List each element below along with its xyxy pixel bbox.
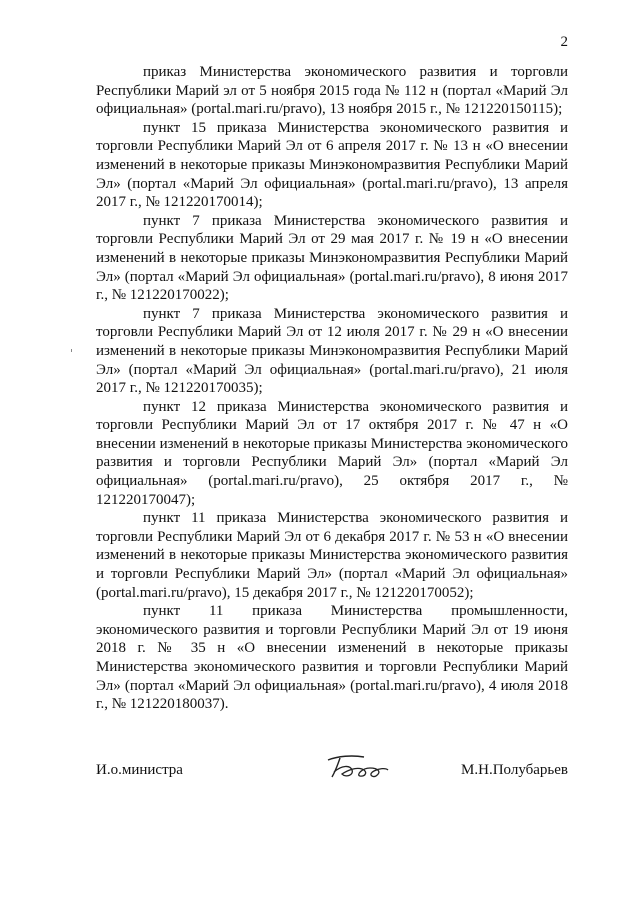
- list-item: пункт 7 приказа Министерства экономического развития и торговли Республики Марий Эл от 12 июля 2017 г. № 29 н «О внесении изменений в некоторые приказы Минэкономразвития Республики Марий Эл» (портал «Марий Эл официальная» (portal.mari.ru/pravo), 21 июля 2017 г., № 121220170035);: [96, 305, 568, 397]
- list-item: пункт 7 приказа Министерства экономического развития и торговли Республики Марий Эл от 29 мая 2017 г. № 19 н «О внесении изменений в некоторые приказы Минэкономразвития Республики Марий Эл» (портал «Марий Эл официальная» (portal.mari.ru/pravo), 8 июня 2017 г., № 121220170022);: [96, 212, 568, 304]
- list-item: пункт 11 приказа Министерства промышленности, экономического развития и торговли Республики Марий Эл от 19 июня 2018 г. № 35 н «О внесении изменений в некоторые приказы Министерства экономического развития и торговли Республики Марий Эл» (портал «Марий Эл официальная» (portal.mari.ru/pravo), 4 июля 2018 г., № 121220180037).: [96, 603, 568, 713]
- list-item: пункт 12 приказа Министерства экономического развития и торговли Республики Марий Эл от 17 октября 2017 г. № 47 н «О внесении изменений в некоторые приказы Министерства экономического развития и торговли Республики Марий Эл» (портал «Марий Эл официальная» (portal.mari.ru/pravo), 25 октября 2017 г., № 121220170047);: [96, 398, 568, 508]
- list-item: пункт 11 приказа Министерства экономического развития и торговли Республики Марий Эл от 6 декабря 2017 г. № 53 н «О внесении изменений в некоторые приказы Министерства экономического развития и торговли Республики Марий Эл» (портал «Марий Эл официальная» (portal.mari.ru/pravo), 15 декабря 2017 г., № 121220170052);: [96, 510, 568, 601]
- signatory-title: И.о.министра: [96, 762, 183, 778]
- handwritten-signature: [322, 750, 392, 782]
- page-number: 2: [560, 34, 568, 50]
- signature-block: [96, 762, 568, 792]
- document-body: [96, 63, 568, 714]
- scan-mark: [71, 349, 72, 352]
- list-item: приказ Министерства экономического развития и торговли Республики Марий эл от 5 ноября 2015 года № 112 н (портал «Марий Эл официальная» (portal.mari.ru/pravo), 13 ноября 2015 г., № 121220150115);: [96, 64, 568, 118]
- list-item: пункт 15 приказа Министерства экономического развития и торговли Республики Марий Эл от 6 апреля 2017 г. № 13 н «О внесении изменений в некоторые приказы Минэкономразвития Республики Марий Эл» (портал «Марий Эл официальная» (portal.mari.ru/pravo), 13 апреля 2017 г., № 121220170014);: [96, 119, 568, 211]
- signatory-name: М.Н.Полубарьев: [461, 762, 568, 778]
